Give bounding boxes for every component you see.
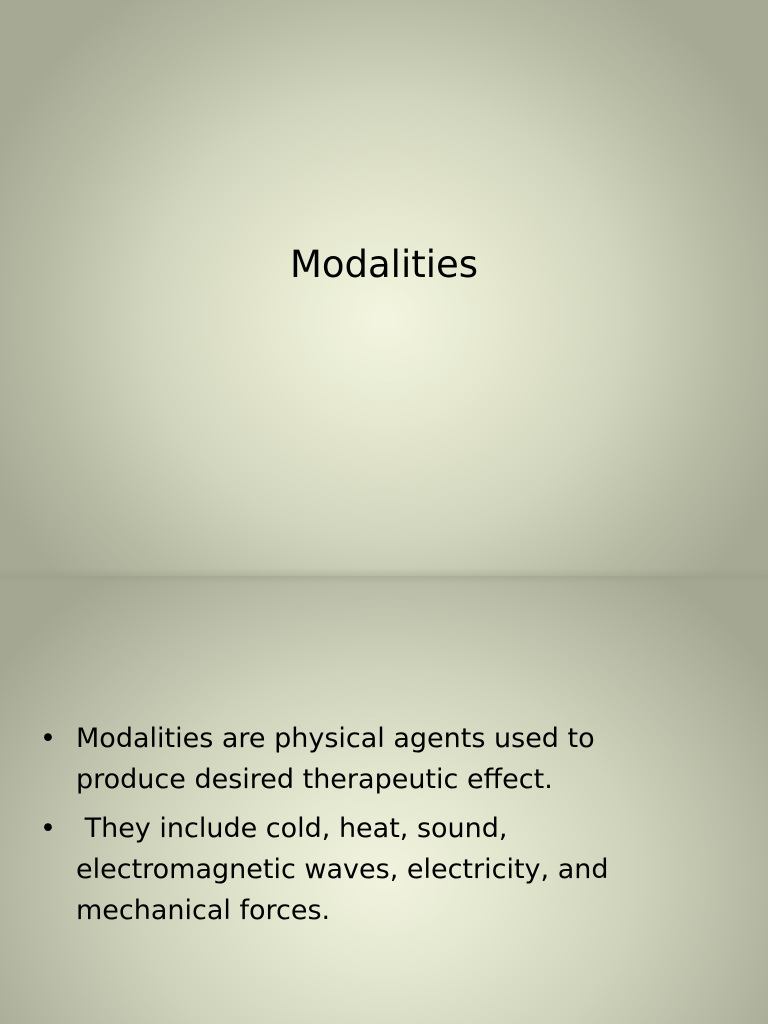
bullet-icon: • — [40, 723, 56, 754]
bullet-item — [40, 808, 680, 931]
slide-divider — [0, 568, 768, 584]
bullet-text: Modalities are physical agents used to produce desired therapeutic effect. — [76, 723, 595, 795]
bullet-item — [40, 718, 680, 800]
bullet-text: They include cold, heat, sound, electromagnetic waves, electricity, and mechanical forces. — [76, 813, 618, 926]
slide-title: Modalities — [289, 243, 479, 286]
bullet-list — [40, 718, 680, 939]
bullet-icon: • — [40, 813, 56, 844]
